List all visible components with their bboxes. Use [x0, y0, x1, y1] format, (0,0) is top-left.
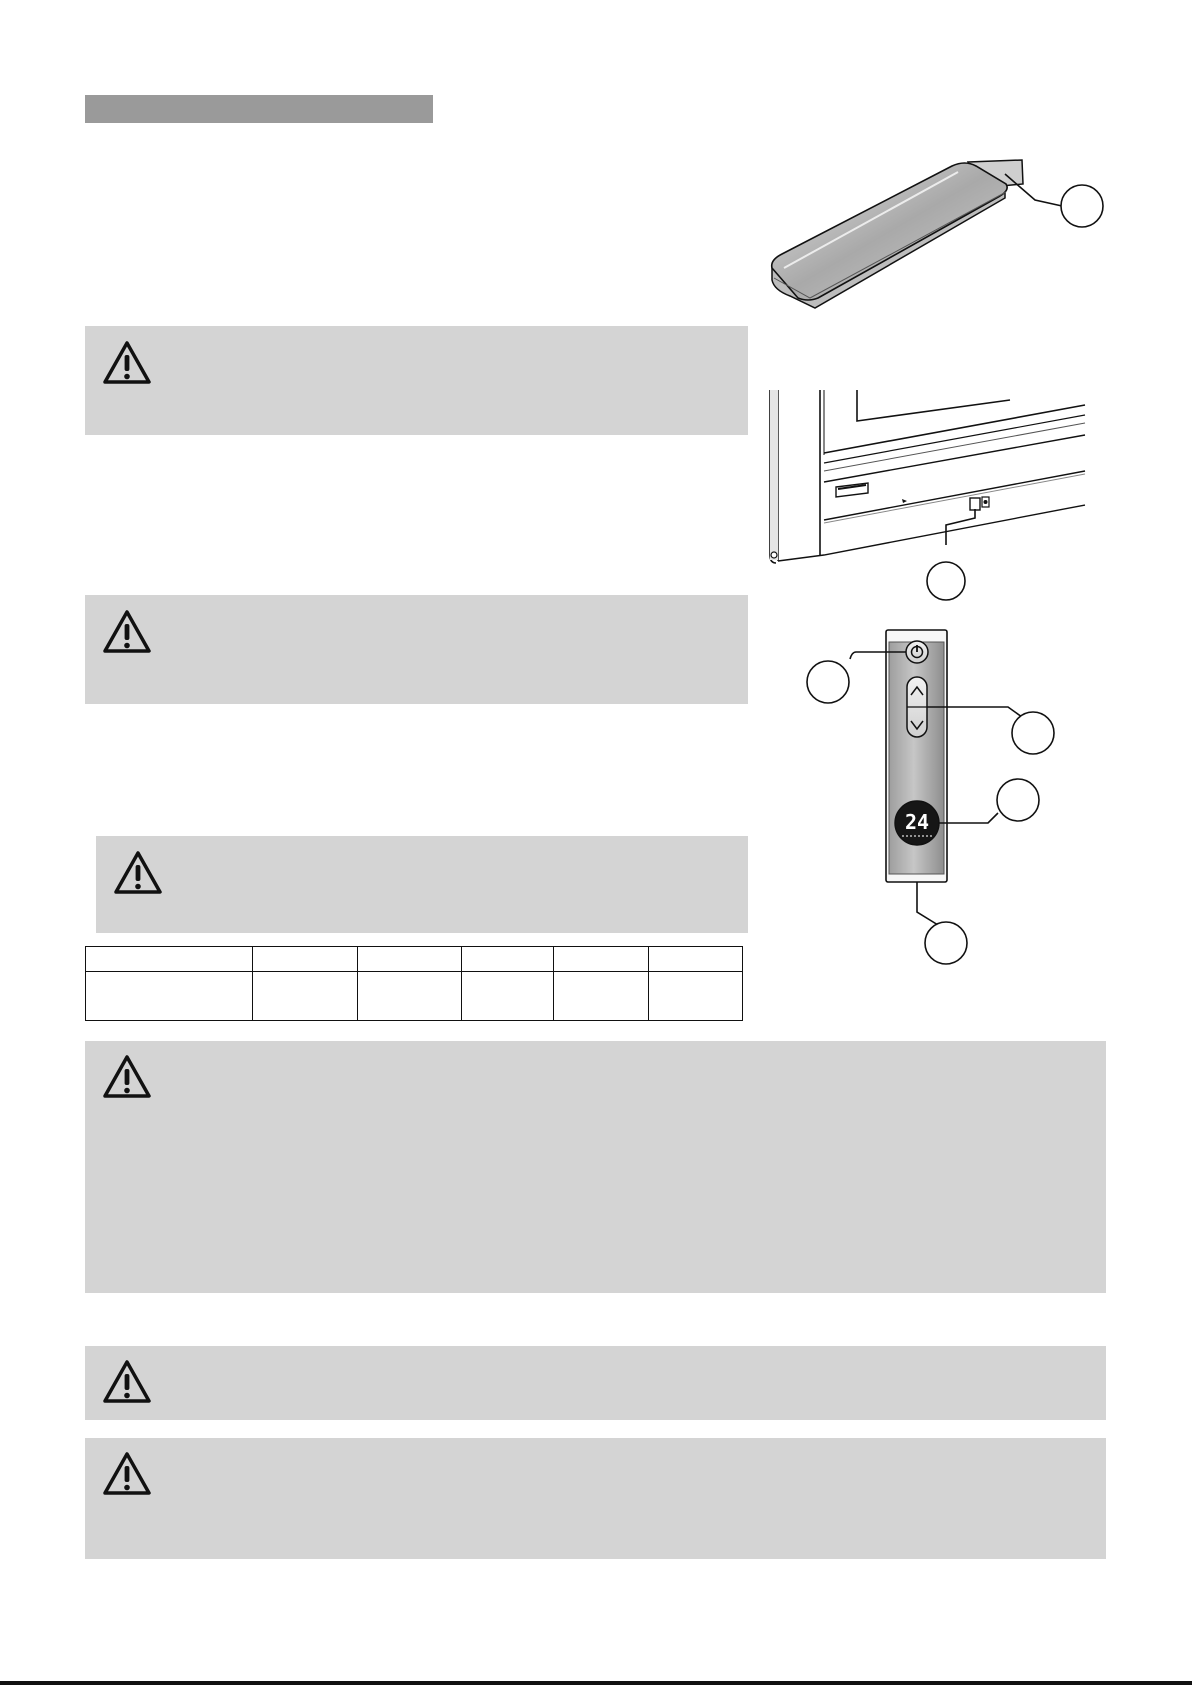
warning-icon [102, 340, 152, 386]
table-cell [253, 947, 358, 972]
table-cell [462, 947, 554, 972]
table-cell [358, 947, 462, 972]
warning-icon [102, 1054, 152, 1100]
page-bottom-rule [0, 1681, 1192, 1685]
control-panel-icon [800, 625, 1095, 967]
table-cell [86, 972, 253, 1021]
table-header-row [86, 947, 743, 972]
warning-box-5 [85, 1346, 1106, 1420]
table-cell [253, 972, 358, 1021]
remote-control-icon [760, 150, 1110, 320]
table-cell [358, 972, 462, 1021]
section-title-bar [85, 95, 433, 123]
ir-receiver-icon [760, 385, 1095, 607]
table-cell [462, 972, 554, 1021]
warning-icon [102, 1451, 152, 1497]
table-cell [86, 947, 253, 972]
table-cell [554, 972, 649, 1021]
spec-table [85, 946, 743, 1021]
warning-icon [102, 1359, 152, 1405]
table-cell [649, 947, 743, 972]
warning-box-6 [85, 1438, 1106, 1559]
warning-box-4 [85, 1041, 1106, 1293]
table-cell [649, 972, 743, 1021]
warning-icon [113, 850, 163, 896]
warning-icon [102, 609, 152, 655]
temperature-display: 24 [904, 810, 930, 834]
warning-box-2 [85, 595, 748, 704]
table-cell [554, 947, 649, 972]
warning-box-3 [96, 836, 748, 933]
table-row [86, 972, 743, 1021]
warning-box-1 [85, 326, 748, 435]
